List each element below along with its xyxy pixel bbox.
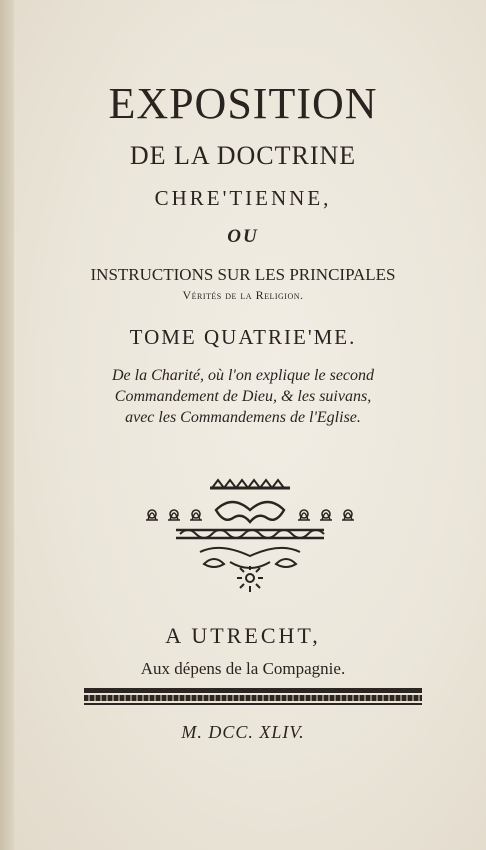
instructions-line: INSTRUCTIONS SUR LES PRINCIPALES xyxy=(90,265,396,284)
printers-ornament-icon xyxy=(140,474,360,598)
place-line: A UTRECHT, xyxy=(165,623,321,648)
tome-line: TOME QUATRIE'ME. xyxy=(129,325,357,349)
subtitle-2: CHRE'TIENNE, xyxy=(154,186,332,210)
decorative-rule xyxy=(84,688,422,693)
description-line: Commandement de Dieu, & les suivans, xyxy=(114,388,372,405)
publisher-line: Aux dépens de la Compagnie. xyxy=(140,659,346,678)
subtitle-1: DE LA DOCTRINE xyxy=(129,141,357,170)
decorative-rule xyxy=(84,703,422,705)
decorative-rule xyxy=(84,695,422,701)
publication-year: M. DCC. XLIV. xyxy=(181,722,305,742)
description-line: avec les Commandemens de l'Eglise. xyxy=(125,409,361,426)
description-line: De la Charité, où l'on explique le second xyxy=(111,367,375,384)
title: EXPOSITION xyxy=(108,79,378,128)
conjunction: OU xyxy=(227,226,259,247)
verites-line: Vérités de la Religion. xyxy=(182,288,304,302)
